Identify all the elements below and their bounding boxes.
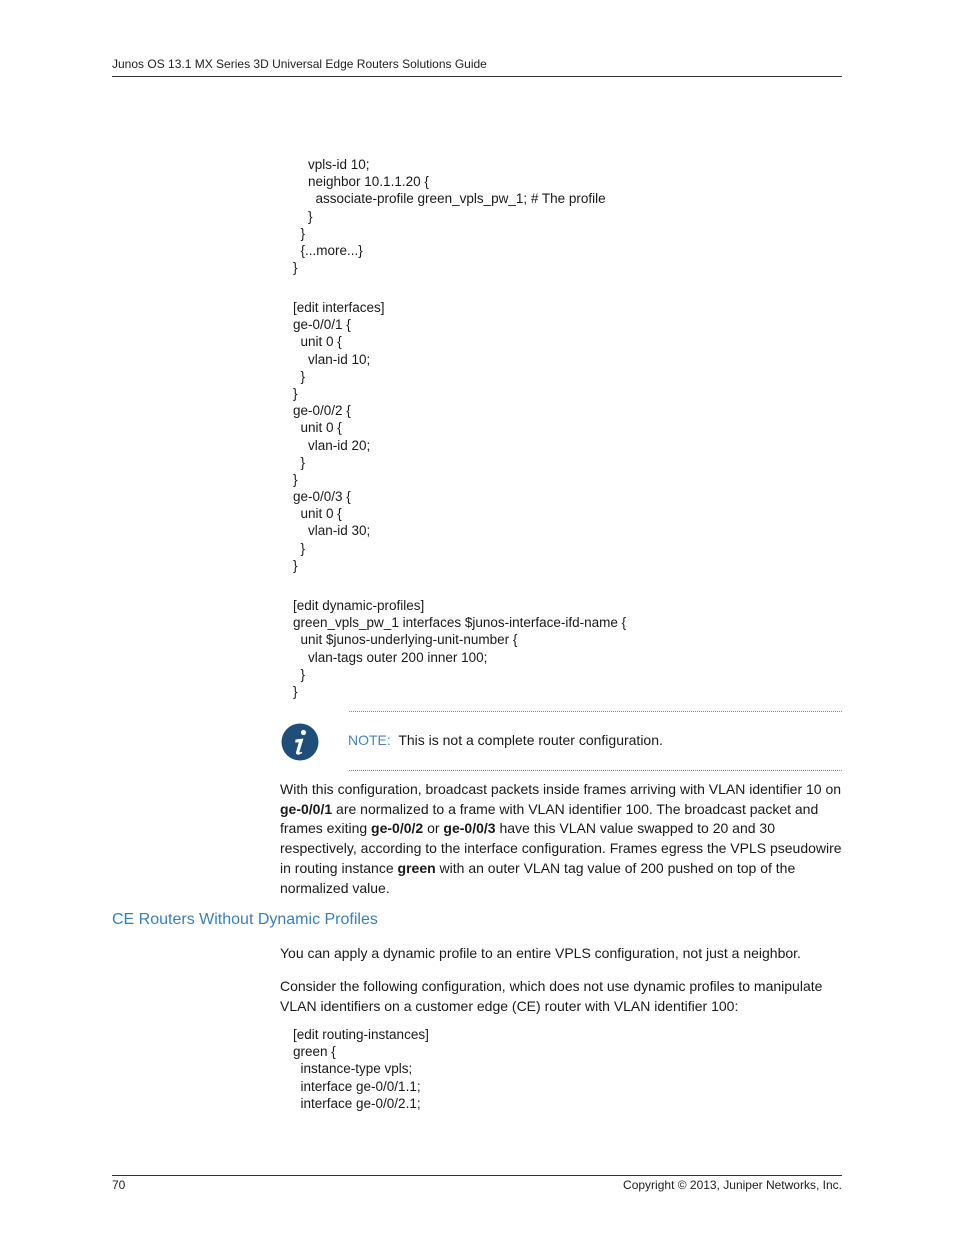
code-line: } xyxy=(293,471,298,487)
code-line: vlan-id 30; xyxy=(293,523,371,539)
code-line: } xyxy=(293,368,306,384)
note-top-rule xyxy=(349,711,842,712)
code-block-dynamic-profiles xyxy=(293,597,626,700)
copyright: Copyright © 2013, Juniper Networks, Inc. xyxy=(623,1178,842,1192)
note-bottom-rule xyxy=(349,770,842,771)
explanation-paragraph xyxy=(280,780,845,898)
para-text: With this configuration, broadcast packets inside frames arriving with VLAN identifier 10 on xyxy=(280,781,842,797)
code-block-interfaces xyxy=(293,299,385,574)
code-line: [edit routing-instances] xyxy=(293,1027,429,1042)
code-line: {...more...} xyxy=(293,242,363,258)
code-line: } xyxy=(293,454,306,470)
code-line: unit 0 { xyxy=(293,420,342,436)
note-text xyxy=(348,732,663,748)
code-block-vpls xyxy=(293,156,606,276)
code-line: vlan-id 20; xyxy=(293,437,371,453)
code-line: unit 0 { xyxy=(293,506,342,522)
code-line: vlan-id 10; xyxy=(293,351,371,367)
code-line: neighbor 10.1.1.20 { xyxy=(293,174,429,190)
para-text: or xyxy=(423,820,444,837)
code-line: [edit interfaces] xyxy=(293,300,385,315)
code-line: } xyxy=(293,540,306,556)
interface-name: ge-0/0/2 xyxy=(371,820,424,837)
code-line: associate-profile green_vpls_pw_1; # The profile xyxy=(293,191,606,207)
header-divider xyxy=(112,76,842,77)
note-label: NOTE: xyxy=(348,732,391,748)
running-header: Junos OS 13.1 MX Series 3D Universal Edge Routers Solutions Guide xyxy=(112,57,487,71)
code-line: ge-0/0/3 { xyxy=(293,489,351,505)
code-line: } xyxy=(293,666,306,682)
code-line: vlan-tags outer 200 inner 100; xyxy=(293,649,488,665)
info-icon xyxy=(281,723,319,761)
code-line: } xyxy=(293,260,298,276)
intro-paragraph: You can apply a dynamic profile to an entire VPLS configuration, not just a neighbor. xyxy=(280,945,801,961)
code-line: interface ge-0/0/1.1; xyxy=(293,1078,421,1094)
code-line: } xyxy=(293,557,298,573)
code-line: instance-type vpls; xyxy=(293,1061,413,1077)
code-line: ge-0/0/1 { xyxy=(293,317,351,333)
consider-paragraph: Consider the following configuration, which does not use dynamic profiles to manipulate VLAN identifiers on a customer edge (CE) router with VLAN identifier 100: xyxy=(280,978,823,1014)
page-number: 70 xyxy=(112,1178,126,1192)
para-text: have this VLAN value swapped to 20 and 30 respectively, according to the interface configuration. Frames egress the VPLS pseudowire in routing instance xyxy=(280,820,842,876)
code-line: interface ge-0/0/2.1; xyxy=(293,1095,421,1111)
para-text: are normalized to a frame with VLAN identifier 100. The broadcast packet and frames exiting xyxy=(280,800,819,837)
code-line: green_vpls_pw_1 interfaces $junos-interface-ifd-name { xyxy=(293,615,627,631)
note-body: This is not a complete router configuration. xyxy=(398,732,663,748)
code-line: unit 0 { xyxy=(293,334,342,350)
footer-divider xyxy=(112,1175,842,1176)
code-line: } xyxy=(293,385,298,401)
code-line: } xyxy=(293,208,313,224)
code-line: green { xyxy=(293,1044,336,1060)
code-line: ge-0/0/2 { xyxy=(293,403,351,419)
para-text: with an outer VLAN tag value of 200 pushed on top of the normalized value. xyxy=(280,859,796,896)
interface-name: ge-0/0/3 xyxy=(443,820,496,837)
code-line: vpls-id 10; xyxy=(293,157,370,172)
interface-name: ge-0/0/1 xyxy=(280,800,333,817)
routing-instance-name: green xyxy=(397,859,436,876)
code-line: unit $junos-underlying-unit-number { xyxy=(293,632,518,648)
code-block-routing-instances xyxy=(293,1026,429,1112)
code-line: } xyxy=(293,683,298,699)
code-line: } xyxy=(293,225,306,241)
code-line: [edit dynamic-profiles] xyxy=(293,598,425,613)
section-heading: CE Routers Without Dynamic Profiles xyxy=(112,911,378,928)
